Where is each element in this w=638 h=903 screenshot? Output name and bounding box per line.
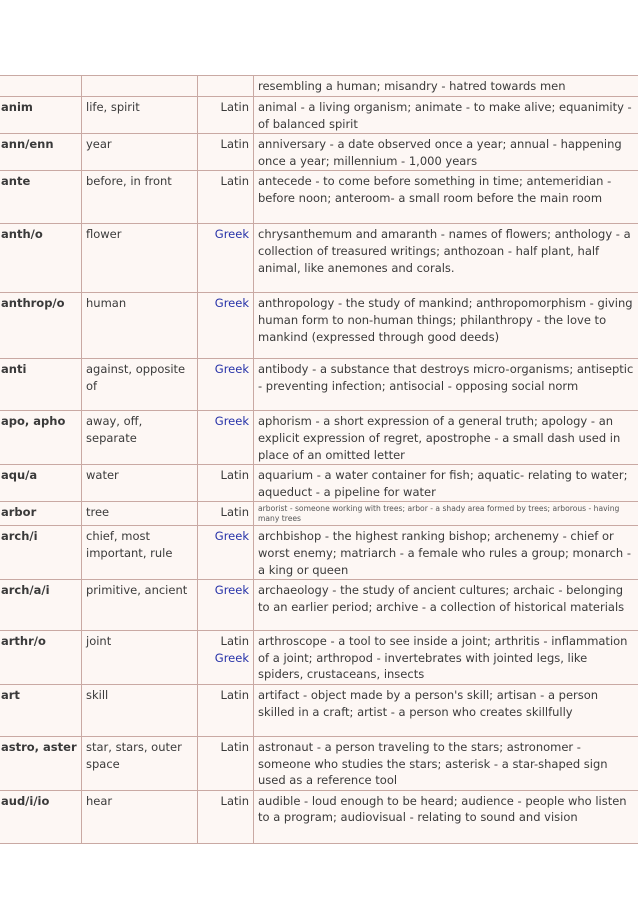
root-cell: anim — [0, 97, 82, 134]
examples-cell: chrysanthemum and amaranth - names of flowers; anthology - a collection of treasured writings; anthozoan - half plant, half animal, like anemones and corals. — [254, 224, 638, 293]
meaning-cell — [82, 76, 198, 97]
origin-cell: Latin — [198, 134, 254, 171]
root-cell: aqu/a — [0, 465, 82, 502]
meaning-cell: hear — [82, 790, 198, 843]
origin-cell: Latin — [198, 97, 254, 134]
origin-cell: Latin — [198, 790, 254, 843]
origin-cell: Greek — [198, 293, 254, 359]
meaning-cell: water — [82, 465, 198, 502]
table-row — [0, 736, 638, 790]
meaning-cell: tree — [82, 502, 198, 526]
root-cell: arch/i — [0, 526, 82, 580]
table-row — [0, 526, 638, 580]
table-row — [0, 76, 638, 97]
table-row — [0, 171, 638, 224]
meaning-cell: away, off, separate — [82, 411, 198, 465]
meaning-cell: star, stars, outer space — [82, 736, 198, 790]
root-cell: ante — [0, 171, 82, 224]
meaning-cell: human — [82, 293, 198, 359]
examples-cell: astronaut - a person traveling to the stars; astronomer - someone who studies the stars; asterisk - a star-shaped sign used as a reference tool — [254, 736, 638, 790]
examples-cell: resembling a human; misandry - hatred towards men — [254, 76, 638, 97]
examples-cell: antecede - to come before something in time; antemeridian - before noon; anteroom- a small room before the main room — [254, 171, 638, 224]
root-cell: apo, apho — [0, 411, 82, 465]
table-row — [0, 465, 638, 502]
origin-cell: Latin — [198, 502, 254, 526]
origin-latin: Latin — [220, 634, 249, 649]
root-cell: astro, aster — [0, 736, 82, 790]
origin-cell: Greek — [198, 526, 254, 580]
meaning-cell: life, spirit — [82, 97, 198, 134]
word-roots-table — [0, 75, 638, 844]
root-cell: anth/o — [0, 224, 82, 293]
origin-cell: Greek — [198, 411, 254, 465]
origin-cell: Latin — [198, 684, 254, 736]
root-cell: art — [0, 684, 82, 736]
table-row — [0, 411, 638, 465]
table-row — [0, 631, 638, 685]
examples-cell: audible - loud enough to be heard; audience - people who listen to a program; audiovisual - relating to sound and vision — [254, 790, 638, 843]
table-row — [0, 580, 638, 631]
root-cell: anthrop/o — [0, 293, 82, 359]
origin-cell — [198, 76, 254, 97]
table-row — [0, 790, 638, 843]
examples-cell: archaeology - the study of ancient cultures; archaic - belonging to an earlier period; archive - a collection of historical materials — [254, 580, 638, 631]
examples-cell: artifact - object made by a person's skill; artisan - a person skilled in a craft; artist - a person who creates skillfully — [254, 684, 638, 736]
meaning-cell: flower — [82, 224, 198, 293]
origin-cell: Greek — [198, 580, 254, 631]
table-row — [0, 359, 638, 411]
root-cell: arbor — [0, 502, 82, 526]
root-cell: arthr/o — [0, 631, 82, 685]
root-cell: anti — [0, 359, 82, 411]
table-row — [0, 224, 638, 293]
root-cell: ann/enn — [0, 134, 82, 171]
table-row — [0, 502, 638, 526]
origin-cell — [198, 631, 254, 685]
table-row — [0, 134, 638, 171]
root-cell: aud/i/io — [0, 790, 82, 843]
meaning-cell: chief, most important, rule — [82, 526, 198, 580]
origin-greek: Greek — [214, 650, 249, 665]
meaning-cell: against, opposite of — [82, 359, 198, 411]
table-row — [0, 684, 638, 736]
examples-cell: archbishop - the highest ranking bishop; archenemy - chief or worst enemy; matriarch - a female who rules a group; monarch - a king or queen — [254, 526, 638, 580]
origin-cell: Greek — [198, 224, 254, 293]
meaning-cell: primitive, ancient — [82, 580, 198, 631]
meaning-cell: before, in front — [82, 171, 198, 224]
origin-cell: Latin — [198, 736, 254, 790]
examples-cell: aquarium - a water container for fish; aquatic- relating to water; aqueduct - a pipeline for water — [254, 465, 638, 502]
meaning-cell: joint — [82, 631, 198, 685]
meaning-cell: year — [82, 134, 198, 171]
examples-cell: arthroscope - a tool to see inside a joint; arthritis - inflammation of a joint; arthropod - invertebrates with jointed legs, like spiders, crustaceans, insects — [254, 631, 638, 685]
examples-cell: anthropology - the study of mankind; anthropomorphism - giving human form to non-human things; philanthropy - the love to mankind (expressed through good deeds) — [254, 293, 638, 359]
examples-cell: anniversary - a date observed once a year; annual - happening once a year; millennium - 1,000 years — [254, 134, 638, 171]
origin-cell: Latin — [198, 171, 254, 224]
examples-cell: antibody - a substance that destroys micro-organisms; antiseptic - preventing infection; antisocial - opposing social norm — [254, 359, 638, 411]
table-row — [0, 293, 638, 359]
table-row — [0, 97, 638, 134]
meaning-cell: skill — [82, 684, 198, 736]
root-cell: arch/a/i — [0, 580, 82, 631]
origin-cell: Greek — [198, 359, 254, 411]
origin-cell: Latin — [198, 465, 254, 502]
examples-cell: arborist - someone working with trees; arbor - a shady area formed by trees; arborous - having many trees — [254, 502, 638, 526]
examples-cell: animal - a living organism; animate - to make alive; equanimity - of balanced spirit — [254, 97, 638, 134]
root-cell — [0, 76, 82, 97]
examples-cell: aphorism - a short expression of a general truth; apology - an explicit expression of regret, apostrophe - a small dash used in place of an omitted letter — [254, 411, 638, 465]
